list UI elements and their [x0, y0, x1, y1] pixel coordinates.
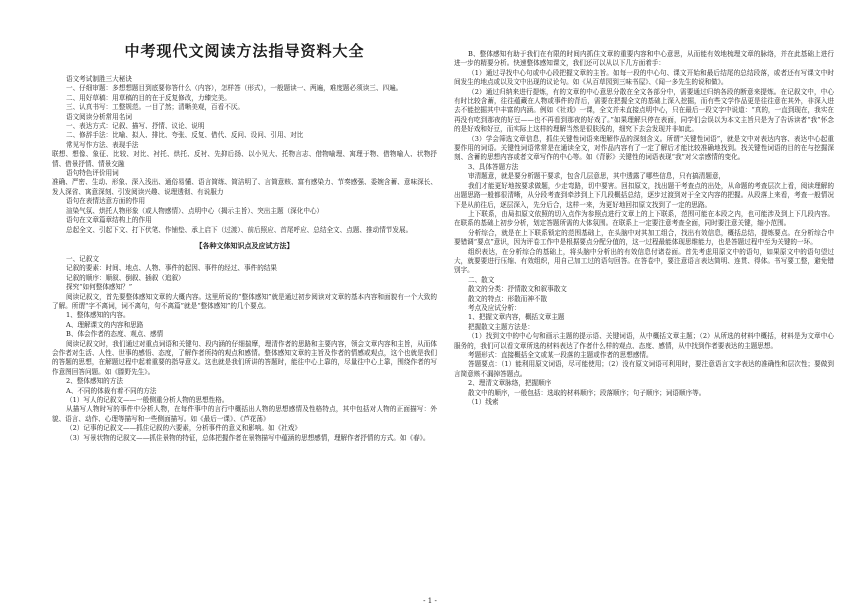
paragraph: 3、具体答题方法 — [468, 162, 519, 171]
paragraph: 联想、想像、象征、比较、对比、衬托、烘托、反衬、先抑后扬、以小见大、托物言志、借物喻理、寓理于物、借物喻人、状物抒情、借景抒情、情景交融 — [52, 150, 437, 168]
paragraph: （1）通过寻找中心句或中心段把握文章的主旨。如每一段的中心句、课文开始和最后结尾的总结段落，或者还有写课文中时间发生的地点或以及文中出现的议论句。如《从百草园到三味书屋》、《闻一多先生的说和做》。 — [454, 68, 834, 87]
paragraph: 把握散文主题方法是： — [468, 322, 534, 331]
paragraph: 三、认真书写：工整规范。一目了然；清晰美观，百看不厌。 — [66, 103, 245, 112]
paragraph: 准确、严密、生动、形象、深入浅出、通俗易懂、语言简练、简洁明了、言简意赅、富有感染力、节奏感强、委婉含蓄、意味深长、发人深省、寓意深刻、引发阅读兴趣、说理透彻、有说服力 — [52, 178, 437, 196]
paragraph: 2、理清文章脉络，把握顺序 — [468, 379, 552, 388]
paragraph: 考点及应试分析： — [468, 303, 521, 312]
paragraph: 语句在表情达意方面的作用 — [66, 197, 146, 206]
paragraph: 语文考试制胜三大秘诀 — [66, 75, 132, 83]
paragraph: 语句在文章篇章结构上的作用 — [66, 216, 152, 225]
paragraph: 散文中的顺序，一般包括：选取的材料顺序；段落顺序；句子顺序；词语顺序等。 — [468, 388, 706, 397]
paragraph: 审清题意，就是要分析题干要求，包含几层意思，其中透露了哪些信息，只有搞清题意， — [468, 172, 726, 181]
paragraph: （1）写人的记叙文——一般侧重分析人物的思想性格。 — [66, 396, 229, 404]
paragraph: 阅读记叙文时，我们通过对重点词语和关键句、段内涵的仔细揣摩，理清作者的思路和主要内容，领会文章内容和主旨，从而体会作者对生活、人性、世事的感悟、态度，了解作者所持的观点和感情。整体感知文章的主旨及作者的情感或观点，这个也就是我们的答题的思想，在解题过程中起着重要的指导意义。这也就是我们所讲的答题时，能往中心上靠的，尽量往中心上靠，围绕作者的写作意图回答问题。如《滕野先生》。 — [52, 339, 437, 376]
paragraph: 散文的分类：抒情散文和叙事散文 — [468, 285, 567, 294]
paragraph: 1、把握文章内容，概括文章主题 — [468, 313, 565, 322]
paragraph: 记叙的顺序：顺叙、倒叙、插叙（追叙） — [66, 273, 185, 282]
paragraph: 二、散文 — [468, 275, 495, 284]
paragraph: 分析综合，就是在上下联系锁定的范围基础上，在头脑中对其加工组合，找出有效信息，概括总结，提炼要点。在分析综合中要错调“要点”意识，因为评卷工作中是根据要点分配分值的，这一过程最能体现思维能力，也是答题过程中至为关键的一环。 — [454, 228, 834, 247]
right-column — [454, 50, 834, 407]
paragraph: 组织表达，在分析综合的基础上，将头脑中分析出的有效信息付诸卷面。首先考虑用原文中的语句，如果原文中的语句望过大，就要要进行压缩、有效组织，用自己加工过的语句回答。在答卷中，要注意语言表达简明、连贯、得体。书写要工整，避免错别字。 — [454, 247, 834, 275]
paragraph: （2）记事的记叙文——抓住记叙的六要素，分析事件的意义和影响。如《社戏》 — [66, 424, 301, 433]
paragraph: 渲染气氛、烘托人物形象（或人物感情）、点明中心（揭示主旨）、突出主题（深化中心） — [66, 206, 324, 215]
page-number: - 1 - — [423, 597, 437, 605]
paragraph: 一、表达方式：记叙、描写、抒情、议论、说明 — [66, 122, 205, 131]
paragraph: 1、整体感知的内容。 — [66, 311, 130, 320]
paragraph: （2）通过归纳来进行提炼，有的文章的中心意思分散在全文各部分中，需要通过归纳各段的断意来提炼。在记叙文中，中心有时比较含蓄，往往蕴藏在人物或事件的背后，需要在把握全文的基础上深入挖掘，而有些文学作品更是往往意在其外，非深入进去不能挖掘其中丰富的内涵。例如《社戏》一课，全文并未直接点明中心，只在最后一段文字中说道：“真的，一直到现在，我实在再没有吃到那夜的好豆——也不再看到那夜的好戏了。”如果理解只停在表面，同学们会误以为本文主旨只是为了告诉读者“我”怀念的是好戏和好豆，而实际上这样的理解当然是很肤浅的，细究下去会发现并非如此。 — [454, 87, 834, 134]
paragraph: A、理解课文的内容和思路 — [66, 320, 144, 329]
paragraph: 答题要点：（1）能利用原文词语，尽可能使用；（2）没有原文词语可利用时，要注意语言文字表达的准确性和层次性；要做到言简意赅不漏掉答题点。 — [454, 360, 834, 378]
paragraph: 上下联系，由局扣原文依照的切入点作为参照点进行文章上的上下联系，范围可能在本段之内，也可能涉及到上下几段内容。在联系的基础上初步分析，划定答题所需的大体氛围。在联系上一定要注意考查全面，同时要注意关键，缩小范围。 — [454, 209, 834, 228]
right-text-block — [454, 50, 834, 407]
paragraph: （3）学会筛选文章信息，抓住关键性词语来理解作品的深刻含义。所谓“关键性词语”，就是文中对表达内容、表达中心起重要作用的词语。关键性词语常常是在通读全文，对作品内容有了一定了解后才能比较准确地找到。找关键性词语的目的在与挖掘深刻、含蓄的思想内容或者文章写作的中心等。如《背影》关键性的词语表现“我”对父亲感情的变化。 — [454, 134, 834, 162]
paragraph: B、体会作者的态度、观点、感情 — [66, 330, 164, 339]
paragraph: （3）写景状物的记叙文——抓住景物的特征，总体把握作者在景物描写中蕴涵的思想感情，理解作者抒情的方式。如《春》。 — [66, 433, 430, 442]
paragraph: （1）找到文中的中心句和画示主题的提示语、关键词语，从中概括文章主题；（2）从所选的材料中概括，材料是为文章中心服务的，我们可以看文章所选的材料表达了作者什么样的观点、态度、感情，从中找到作者要表达的主题思想。 — [454, 332, 834, 350]
paragraph: 一、记叙文 — [66, 254, 99, 263]
left-text-block-2 — [52, 255, 437, 443]
paragraph: 语文阅读分析常用名词 — [66, 112, 132, 121]
paragraph: （1）线索 — [468, 398, 499, 407]
paragraph: 常见写作方法、表现手法 — [66, 140, 139, 149]
paragraph: 2、整体感知的方法 — [66, 377, 123, 386]
paragraph: 语句特色评价用词 — [66, 169, 119, 178]
paragraph: 总起全文、引起下文、打下伏笔、作铺垫、承上启下（过渡）、前后照应、首尾呼应、总结全文、点题、推动情节发展。 — [66, 225, 413, 234]
paragraph: 二、用好草稿：用草稿的目的在于反复修改，力臻完美。 — [66, 93, 231, 102]
paragraph: A、不同的体裁有着不同的方法 — [66, 386, 157, 395]
paragraph: 探究“如何整体感知？” — [66, 283, 133, 292]
left-column — [52, 22, 437, 443]
document-title: 中考现代文阅读方法指导资料大全 — [124, 42, 365, 60]
paragraph: 从描写人物时写的事件中分析人物，在每件事中的言行中概括出人物的思想感情及性格特点，其中包括对人物的正面描写：外貌、语言、动作、心理等描写和一些侧面描写。如《最后一课》、《芦花荡》 — [52, 405, 437, 423]
paragraph: B、整体感知有助于我们在有限的时间内抓住文章的重要内容和中心意思，从而能有效地梳理文章的脉络，并在此基础上进行进一步的精要分析。快速整体感知课文，我们还可以从以下几方面着手： — [454, 50, 834, 68]
section-heading: 【各种文体知识点及应试方法】 — [195, 240, 294, 250]
left-text-block-1 — [52, 75, 437, 235]
paragraph: 考题形式：直接概括全文或某一段落的主题或作者的思想感情。 — [468, 351, 653, 359]
paragraph: 二、修辞手法：比喻、拟人、排比、夸张、反复、借代、反问、设问、引用、对比 — [66, 131, 304, 140]
paragraph: 记叙的要素：时间、地点、人物、事件的起因、事件的经过、事件的结果 — [66, 264, 277, 273]
paragraph: 我们才能更好地按要求做题，少走弯路，切中要害。回扣原文，找出题干考查点的出处，从命题的考查层次上看，阅读理解的出题思路一般都很清晰，从分段考查到牵涉到上下几段概括总结，逐步过渡到对于全文内容的把握。从段落上来看，考查一般情况下是从前往后，逐层深入，先分后合，这样一来，为更好地回扣原文找到了一定的思路。 — [454, 181, 834, 209]
paragraph: 散文的特点：形散而神不散 — [468, 294, 548, 303]
paragraph: 阅读记叙文，首先要整体感知文章的大概内容。这里所说的“整体感知”就是通过初步阅读对文章的基本内容和面貌有一个大致的了解。所谓“字不离词，词不离句，句不离篇”就是“整体感知”的几个要点。 — [52, 292, 437, 310]
paragraph: 一、仔细审题：多想想题目到底要你答什么（内容），怎样答（形式），一般题读一、两遍，难度题必须读三、四遍。 — [66, 84, 403, 93]
